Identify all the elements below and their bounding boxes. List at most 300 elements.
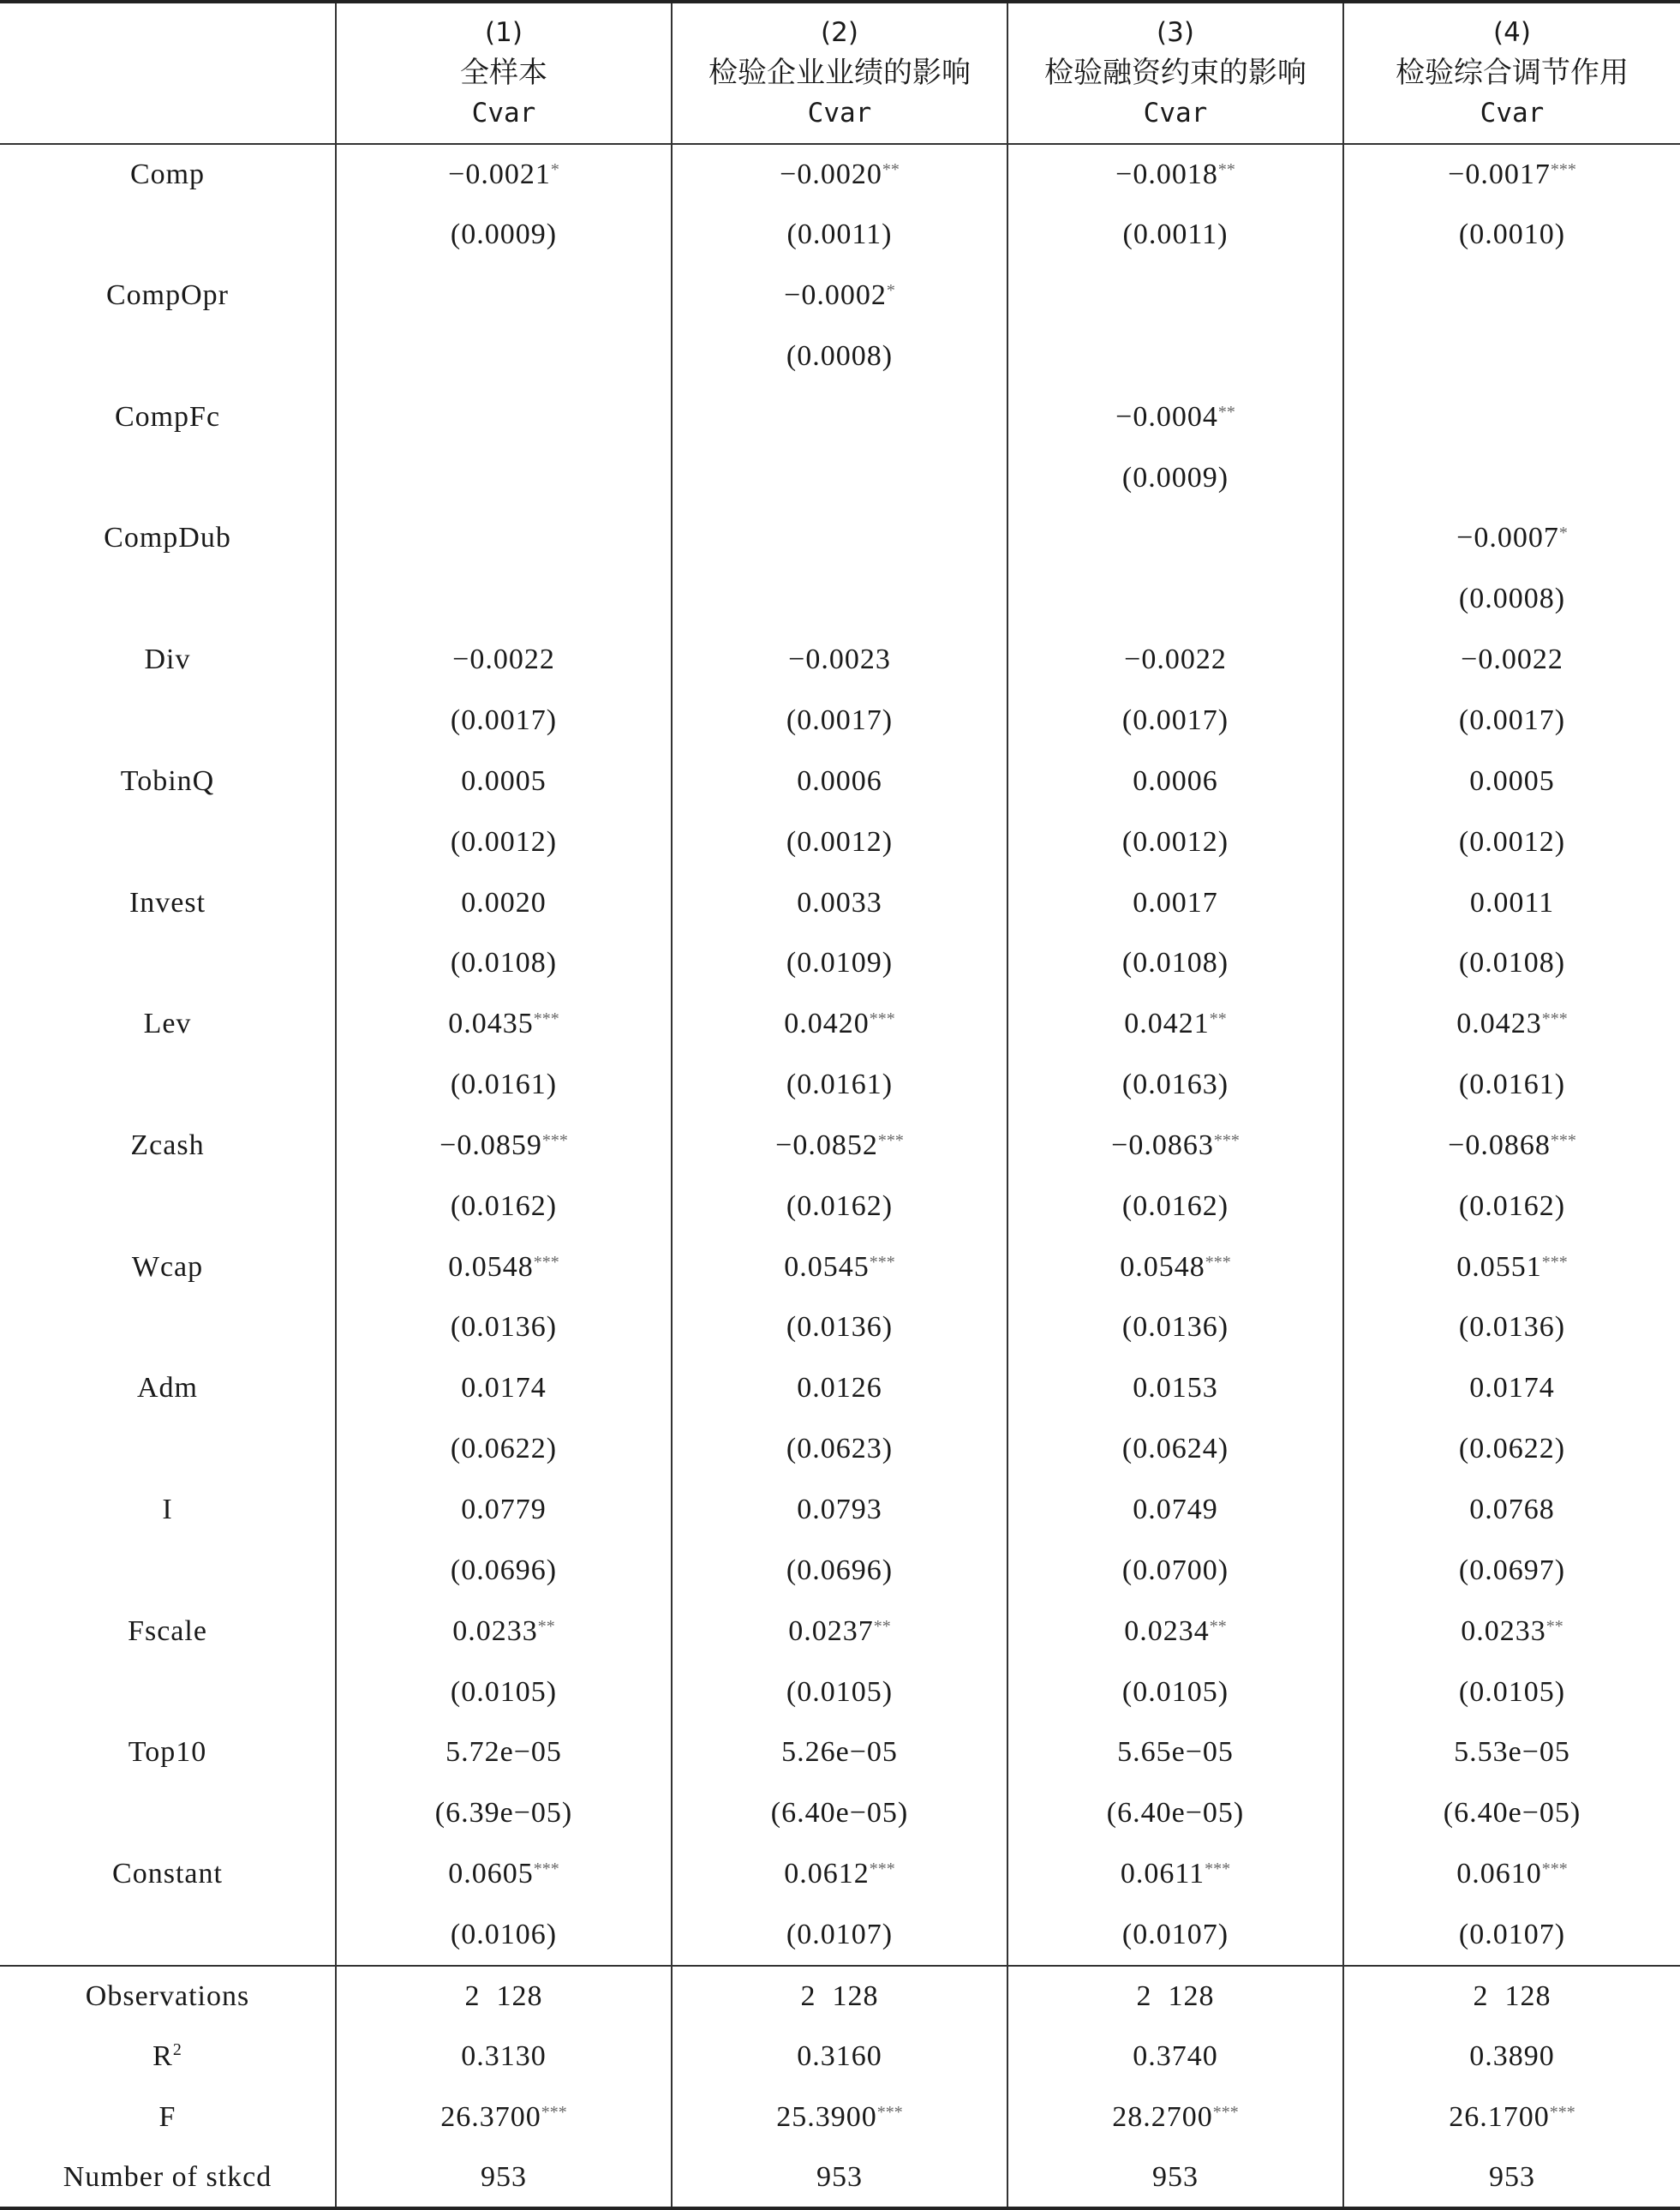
standard-error-cell: (0.0017) (1007, 691, 1343, 752)
statistic-label-text: Observations (85, 1979, 250, 2012)
coefficient-cell (672, 872, 1007, 933)
statistic-value: 953 (816, 2160, 863, 2193)
coefficient-cell (672, 1116, 1007, 1177)
significance-stars: ** (873, 1616, 891, 1636)
coefficient-value: −0.0022 (1124, 644, 1227, 676)
coefficient-cell (1343, 751, 1680, 812)
coefficient-value: 5.72e−05 (445, 1736, 562, 1769)
significance-stars: *** (1213, 1130, 1240, 1150)
standard-error-cell: (0.0106) (336, 1904, 672, 1965)
statistic-cell (1343, 2147, 1680, 2208)
significance-stars: ** (1217, 402, 1235, 422)
standard-error-cell: (0.0012) (1343, 812, 1680, 872)
variable-name-spacer (0, 1540, 336, 1601)
significance-stars: *** (1541, 1252, 1568, 1272)
coefficient-cell (1343, 508, 1680, 569)
coefficient-value: 0.0435 (448, 1008, 534, 1040)
standard-error-cell: (0.0108) (336, 933, 672, 994)
coefficient-value: 0.0005 (461, 764, 547, 797)
statistic-value: 953 (1489, 2160, 1535, 2193)
statistic-value: 0.3890 (1469, 2039, 1555, 2072)
coefficient-row (0, 1601, 1680, 1662)
coefficient-cell (1007, 144, 1343, 205)
coefficient-value: 0.0017 (1133, 886, 1218, 919)
coefficient-row (0, 1358, 1680, 1419)
significance-stars: *** (869, 1009, 895, 1029)
standard-error-cell: (0.0623) (672, 1419, 1007, 1480)
statistic-cell (1007, 2087, 1343, 2147)
standard-error-row (0, 326, 1680, 387)
statistic-cell (336, 2087, 672, 2147)
coefficient-value: 0.0548 (448, 1250, 534, 1283)
statistic-row (0, 2147, 1680, 2208)
coefficient-value: 0.0011 (1469, 886, 1555, 919)
standard-error-cell: (0.0624) (1007, 1419, 1343, 1480)
significance-stars: *** (1549, 2102, 1575, 2122)
coefficient-cell (1343, 630, 1680, 691)
column-header (336, 2, 672, 144)
significance-stars: *** (877, 1130, 904, 1150)
standard-error-cell: (0.0008) (1343, 569, 1680, 630)
standard-error-cell: (0.0108) (1007, 933, 1343, 994)
coefficient-value: −0.0023 (788, 644, 891, 676)
standard-error-cell: (0.0162) (1343, 1176, 1680, 1237)
significance-stars: *** (869, 1860, 895, 1879)
coefficient-rows (0, 144, 1680, 1966)
significance-stars: ** (537, 1616, 555, 1636)
variable-name: Div (0, 630, 336, 691)
coefficient-cell (1343, 1480, 1680, 1541)
statistic-label (0, 2147, 336, 2208)
significance-stars: *** (876, 2102, 903, 2122)
statistic-label (0, 2026, 336, 2087)
coefficient-row (0, 144, 1680, 205)
coefficient-cell (672, 1358, 1007, 1419)
standard-error-cell: (0.0700) (1007, 1540, 1343, 1601)
standard-error-cell (1343, 447, 1680, 508)
standard-error-cell: (0.0107) (672, 1904, 1007, 1965)
coefficient-value: 0.0126 (797, 1372, 882, 1404)
coefficient-value: 5.53e−05 (1454, 1736, 1570, 1769)
coefficient-cell (1007, 508, 1343, 569)
coefficient-row (0, 1844, 1680, 1905)
coefficient-cell (1343, 1601, 1680, 1662)
coefficient-value: 0.0768 (1469, 1493, 1555, 1525)
standard-error-cell: (0.0161) (1343, 1055, 1680, 1116)
variable-name: Fscale (0, 1601, 336, 1662)
coefficient-cell (1343, 1116, 1680, 1177)
coefficient-cell (1007, 1480, 1343, 1541)
statistic-cell (672, 2026, 1007, 2087)
coefficient-cell (672, 1844, 1007, 1905)
variable-name: TobinQ (0, 751, 336, 812)
coefficient-value: 0.0612 (784, 1858, 870, 1890)
standard-error-cell: (0.0012) (672, 812, 1007, 872)
statistic-cell (672, 2087, 1007, 2147)
coefficient-value: −0.0868 (1448, 1129, 1551, 1161)
coefficient-cell (336, 1601, 672, 1662)
variable-name: Adm (0, 1358, 336, 1419)
coefficient-value: 0.0421 (1124, 1008, 1210, 1040)
coefficient-value: −0.0020 (780, 158, 882, 190)
statistic-value: 0.3160 (797, 2039, 882, 2072)
model-title: 检验综合调节作用 (1396, 56, 1629, 90)
coefficient-cell (1007, 751, 1343, 812)
coefficient-cell (1007, 386, 1343, 447)
significance-stars: *** (541, 2102, 567, 2122)
standard-error-cell (1007, 326, 1343, 387)
standard-error-row (0, 1662, 1680, 1722)
statistic-cell (1343, 2026, 1680, 2087)
standard-error-cell: (0.0011) (1007, 205, 1343, 266)
standard-error-row (0, 1540, 1680, 1601)
coefficient-row (0, 266, 1680, 326)
dependent-variable: Cvar (1480, 98, 1545, 129)
model-title: 检验融资约束的影响 (1044, 56, 1306, 90)
coefficient-cell (336, 144, 672, 205)
statistic-label-text: Number of stkcd (63, 2160, 272, 2193)
coefficient-cell (672, 1722, 1007, 1783)
dependent-variable: Cvar (471, 98, 536, 129)
coefficient-value: 0.0006 (1133, 764, 1218, 797)
significance-stars: ** (1545, 1616, 1563, 1636)
significance-stars: ** (1209, 1009, 1227, 1029)
coefficient-value: −0.0004 (1115, 400, 1218, 433)
standard-error-cell: (0.0136) (336, 1297, 672, 1358)
standard-error-cell (672, 447, 1007, 508)
coefficient-value: −0.0863 (1111, 1129, 1214, 1161)
coefficient-cell (336, 1722, 672, 1783)
significance-stars: * (1558, 524, 1568, 543)
coefficient-cell (672, 1237, 1007, 1297)
significance-stars: *** (1541, 1860, 1568, 1879)
coefficient-cell (336, 386, 672, 447)
variable-name: CompDub (0, 508, 336, 569)
standard-error-cell: (0.0009) (336, 205, 672, 266)
header-corner-cell (0, 2, 336, 144)
variable-name: I (0, 1480, 336, 1541)
coefficient-value: 0.0006 (797, 764, 882, 797)
standard-error-row (0, 447, 1680, 508)
dependent-variable: Cvar (807, 98, 872, 129)
coefficient-value: 0.0420 (784, 1008, 870, 1040)
statistic-label-text: R (152, 2039, 173, 2072)
coefficient-cell (336, 1116, 672, 1177)
statistic-label (0, 1966, 336, 2027)
statistic-cell (1007, 2147, 1343, 2208)
coefficient-cell (1343, 1722, 1680, 1783)
variable-name: Comp (0, 144, 336, 205)
statistic-cell (672, 1966, 1007, 2027)
standard-error-cell (1007, 569, 1343, 630)
standard-error-cell: (0.0010) (1343, 205, 1680, 266)
coefficient-cell (672, 144, 1007, 205)
significance-stars: *** (1550, 1130, 1576, 1150)
coefficient-cell (1007, 1116, 1343, 1177)
variable-name-spacer (0, 691, 336, 752)
variable-name: Constant (0, 1844, 336, 1905)
coefficient-cell (672, 386, 1007, 447)
statistic-value: 0.3740 (1133, 2039, 1218, 2072)
standard-error-cell: (0.0105) (672, 1662, 1007, 1722)
coefficient-value: 0.0749 (1133, 1493, 1218, 1525)
coefficient-value: −0.0018 (1115, 158, 1218, 190)
statistic-label-superscript: 2 (172, 2039, 182, 2059)
variable-name-spacer (0, 1904, 336, 1965)
standard-error-cell: (0.0105) (1343, 1662, 1680, 1722)
statistic-cell (336, 2147, 672, 2208)
coefficient-cell (672, 1480, 1007, 1541)
dependent-variable: Cvar (1143, 98, 1208, 129)
coefficient-cell (672, 266, 1007, 326)
variable-name: Top10 (0, 1722, 336, 1783)
coefficient-value: −0.0022 (452, 644, 555, 676)
coefficient-value: 0.0174 (461, 1372, 547, 1404)
column-header (672, 2, 1007, 144)
variable-name-spacer (0, 933, 336, 994)
coefficient-value: 0.0548 (1120, 1250, 1205, 1283)
statistic-cell (1343, 1966, 1680, 2027)
coefficient-cell (1343, 386, 1680, 447)
standard-error-cell (336, 447, 672, 508)
standard-error-cell: (0.0696) (672, 1540, 1007, 1601)
standard-error-cell: (0.0162) (1007, 1176, 1343, 1237)
coefficient-cell (1007, 266, 1343, 326)
standard-error-cell: (0.0017) (336, 691, 672, 752)
coefficient-cell (1007, 630, 1343, 691)
coefficient-cell (336, 1844, 672, 1905)
coefficient-cell (1343, 994, 1680, 1055)
coefficient-value: 0.0611 (1120, 1858, 1205, 1890)
coefficient-cell (1007, 1358, 1343, 1419)
standard-error-cell: (0.0136) (1343, 1297, 1680, 1358)
coefficient-row (0, 872, 1680, 933)
statistic-value: 953 (481, 2160, 527, 2193)
standard-error-cell: (0.0696) (336, 1540, 672, 1601)
standard-error-cell: (0.0162) (672, 1176, 1007, 1237)
statistic-row (0, 1966, 1680, 2027)
coefficient-cell (1343, 1237, 1680, 1297)
standard-error-row (0, 1176, 1680, 1237)
standard-error-cell (672, 569, 1007, 630)
table-header (0, 2, 1680, 144)
standard-error-cell: (0.0697) (1343, 1540, 1680, 1601)
statistic-cell (1007, 2026, 1343, 2087)
coefficient-cell (1343, 872, 1680, 933)
variable-name-spacer (0, 569, 336, 630)
model-number: (4) (1493, 17, 1531, 48)
standard-error-cell (1343, 326, 1680, 387)
coefficient-row (0, 386, 1680, 447)
coefficient-value: 0.0033 (797, 886, 882, 919)
statistic-cell (1343, 2087, 1680, 2147)
coefficient-cell (672, 630, 1007, 691)
coefficient-value: −0.0852 (775, 1129, 878, 1161)
statistic-cell (672, 2147, 1007, 2208)
standard-error-cell: (0.0107) (1007, 1904, 1343, 1965)
standard-error-row (0, 1055, 1680, 1116)
coefficient-cell (336, 994, 672, 1055)
coefficient-cell (336, 1358, 672, 1419)
statistic-value: 2 128 (1136, 1979, 1215, 2012)
coefficient-value: 0.0020 (461, 886, 547, 919)
coefficient-row (0, 1116, 1680, 1177)
statistic-row (0, 2026, 1680, 2087)
standard-error-cell: (0.0011) (672, 205, 1007, 266)
coefficient-row (0, 751, 1680, 812)
variable-name-spacer (0, 1055, 336, 1116)
standard-error-cell (336, 326, 672, 387)
coefficient-value: −0.0017 (1448, 158, 1551, 190)
coefficient-cell (1007, 872, 1343, 933)
statistic-value: 953 (1152, 2160, 1199, 2193)
coefficient-cell (1343, 266, 1680, 326)
standard-error-cell: (0.0008) (672, 326, 1007, 387)
standard-error-row (0, 933, 1680, 994)
statistic-row (0, 2087, 1680, 2147)
coefficient-row (0, 1480, 1680, 1541)
standard-error-cell: (0.0161) (336, 1055, 672, 1116)
standard-error-cell: (0.0109) (672, 933, 1007, 994)
standard-error-cell: (0.0107) (1343, 1904, 1680, 1965)
coefficient-value: −0.0002 (784, 279, 887, 312)
statistic-value: 2 128 (800, 1979, 879, 2012)
standard-error-cell: (6.39e−05) (336, 1783, 672, 1844)
coefficient-cell (1007, 1722, 1343, 1783)
coefficient-cell (1343, 1844, 1680, 1905)
coefficient-value: 0.0423 (1456, 1008, 1542, 1040)
variable-name-spacer (0, 1419, 336, 1480)
standard-error-row (0, 812, 1680, 872)
coefficient-row (0, 1722, 1680, 1783)
statistic-value: 28.2700 (1112, 2100, 1213, 2133)
coefficient-cell (1007, 1601, 1343, 1662)
variable-name: CompFc (0, 386, 336, 447)
standard-error-cell: (0.0105) (1007, 1662, 1343, 1722)
standard-error-cell: (0.0161) (672, 1055, 1007, 1116)
coefficient-value: −0.0021 (448, 158, 551, 190)
coefficient-row (0, 1237, 1680, 1297)
significance-stars: *** (1212, 2102, 1239, 2122)
statistic-value: 25.3900 (776, 2100, 877, 2133)
standard-error-row (0, 1419, 1680, 1480)
standard-error-row (0, 1783, 1680, 1844)
coefficient-cell (672, 994, 1007, 1055)
variable-name: CompOpr (0, 266, 336, 326)
standard-error-cell: (0.0622) (1343, 1419, 1680, 1480)
coefficient-row (0, 508, 1680, 569)
statistic-label (0, 2087, 336, 2147)
coefficient-cell (672, 508, 1007, 569)
standard-error-cell: (0.0017) (672, 691, 1007, 752)
significance-stars: * (550, 159, 559, 179)
model-number: (2) (821, 17, 858, 48)
standard-error-row (0, 1297, 1680, 1358)
standard-error-cell: (0.0105) (336, 1662, 672, 1722)
statistic-value: 2 128 (1473, 1979, 1551, 2012)
standard-error-cell: (6.40e−05) (1007, 1783, 1343, 1844)
variable-name-spacer (0, 812, 336, 872)
coefficient-cell (336, 872, 672, 933)
coefficient-row (0, 994, 1680, 1055)
significance-stars: *** (1550, 159, 1576, 179)
significance-stars: *** (1205, 1252, 1231, 1272)
significance-stars: ** (882, 159, 900, 179)
coefficient-cell (336, 1237, 672, 1297)
coefficient-value: 0.0610 (1456, 1858, 1542, 1890)
statistics-rows (0, 1966, 1680, 2208)
significance-stars: *** (869, 1252, 895, 1272)
variable-name-spacer (0, 1176, 336, 1237)
coefficient-cell (1007, 994, 1343, 1055)
coefficient-cell (1007, 1844, 1343, 1905)
coefficient-value: 5.26e−05 (781, 1736, 898, 1769)
statistic-value: 2 128 (464, 1979, 543, 2012)
standard-error-cell (336, 569, 672, 630)
header-row (0, 2, 1680, 144)
variable-name: Wcap (0, 1237, 336, 1297)
coefficient-value: 0.0233 (1461, 1614, 1546, 1647)
statistic-value: 0.3130 (461, 2039, 547, 2072)
coefficient-cell (336, 751, 672, 812)
coefficient-value: 0.0605 (448, 1858, 534, 1890)
variable-name: Lev (0, 994, 336, 1055)
significance-stars: *** (1205, 1860, 1231, 1879)
significance-stars: *** (1541, 1009, 1568, 1029)
standard-error-cell: (0.0136) (672, 1297, 1007, 1358)
coefficient-value: 0.0153 (1133, 1372, 1218, 1404)
variable-name: Invest (0, 872, 336, 933)
coefficient-cell (672, 751, 1007, 812)
significance-stars: ** (1217, 159, 1235, 179)
coefficient-cell (1007, 1237, 1343, 1297)
coefficient-value: 0.0005 (1469, 764, 1555, 797)
standard-error-cell: (6.40e−05) (672, 1783, 1007, 1844)
coefficient-cell (1343, 144, 1680, 205)
significance-stars: *** (533, 1860, 559, 1879)
variable-name: Zcash (0, 1116, 336, 1177)
model-number: (1) (485, 17, 523, 48)
coefficient-value: 0.0793 (797, 1493, 882, 1525)
column-header (1343, 2, 1680, 144)
coefficient-value: 0.0237 (788, 1614, 874, 1647)
coefficient-cell (336, 508, 672, 569)
standard-error-cell: (0.0163) (1007, 1055, 1343, 1116)
significance-stars: *** (533, 1252, 559, 1272)
standard-error-row (0, 691, 1680, 752)
statistic-value: 26.3700 (440, 2100, 541, 2133)
model-title: 检验企业业绩的影响 (708, 56, 971, 90)
significance-stars: *** (533, 1009, 559, 1029)
coefficient-value: 0.0545 (784, 1250, 870, 1283)
standard-error-cell: (6.40e−05) (1343, 1783, 1680, 1844)
coefficient-value: 0.0234 (1124, 1614, 1210, 1647)
statistic-cell (336, 1966, 672, 2027)
variable-name-spacer (0, 1662, 336, 1722)
standard-error-cell: (0.0012) (1007, 812, 1343, 872)
variable-name-spacer (0, 1783, 336, 1844)
coefficient-row (0, 630, 1680, 691)
coefficient-cell (336, 1480, 672, 1541)
coefficient-value: 5.65e−05 (1117, 1736, 1234, 1769)
coefficient-value: 0.0551 (1456, 1250, 1542, 1283)
coefficient-value: 0.0174 (1469, 1372, 1555, 1404)
statistic-label-text: F (158, 2100, 176, 2133)
statistic-cell (1007, 1966, 1343, 2027)
standard-error-cell: (0.0012) (336, 812, 672, 872)
statistic-value: 26.1700 (1449, 2100, 1550, 2133)
model-title: 全样本 (460, 56, 547, 90)
